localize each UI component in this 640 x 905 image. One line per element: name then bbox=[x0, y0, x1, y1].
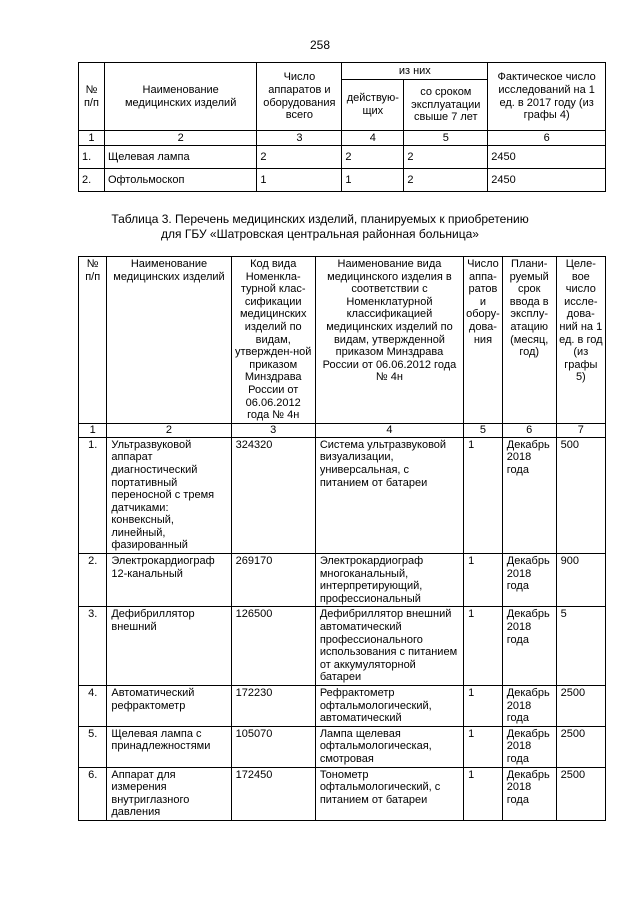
header-cell: Код вида Номенкла-турной клас-сификации медицинских изделий по видам, утвержден-ной приказом Минздрава России от 06.06.2012 года № 4н bbox=[231, 257, 315, 424]
cell: Аппарат для измерения внутриглазного давления bbox=[107, 767, 231, 820]
page-number: 258 bbox=[309, 38, 331, 52]
cell: 2 bbox=[342, 146, 404, 169]
col-number: 6 bbox=[488, 131, 606, 146]
cell: 269170 bbox=[231, 554, 315, 607]
cell: 2450 bbox=[488, 169, 606, 192]
cell: 1 bbox=[342, 169, 404, 192]
col-number: 1 bbox=[79, 423, 107, 437]
cell: 1. bbox=[79, 146, 105, 169]
cell: 1 bbox=[257, 169, 342, 192]
col-number: 4 bbox=[342, 131, 404, 146]
cell: 172230 bbox=[231, 686, 315, 727]
cell: Декабрь 2018 года bbox=[502, 607, 556, 686]
header-active: действую-щих bbox=[342, 80, 404, 131]
col-number: 2 bbox=[104, 131, 256, 146]
header-count-total: Число аппаратов и оборудования всего bbox=[257, 63, 342, 131]
table-row bbox=[79, 437, 606, 553]
cell: Электрокардиограф 12-канальный bbox=[107, 554, 231, 607]
cell: 900 bbox=[556, 554, 605, 607]
cell: Автоматический рефрактометр bbox=[107, 686, 231, 727]
cell: Лампа щелевая офтальмологическая, смотровая bbox=[315, 726, 463, 767]
caption-line: Таблица 3. Перечень медицинских изделий, планируемых к приобретению bbox=[111, 212, 529, 226]
col-number: 7 bbox=[556, 423, 605, 437]
cell: 500 bbox=[556, 437, 605, 553]
column-numbers-row bbox=[79, 131, 606, 146]
cell: 2. bbox=[79, 554, 107, 607]
cell: 1. bbox=[79, 437, 107, 553]
cell: 3. bbox=[79, 607, 107, 686]
equipment-count-table bbox=[78, 62, 606, 192]
col-number: 5 bbox=[464, 423, 503, 437]
cell: 105070 bbox=[231, 726, 315, 767]
cell: Дефибриллятор внешний автоматический профессионального использования с питанием от аккумуляторной батареи bbox=[315, 607, 463, 686]
table-row bbox=[79, 726, 606, 767]
cell: Дефибриллятор внешний bbox=[107, 607, 231, 686]
header-row bbox=[79, 257, 606, 424]
table-row bbox=[79, 607, 606, 686]
cell: 5. bbox=[79, 726, 107, 767]
col-number: 3 bbox=[231, 423, 315, 437]
planned-equipment-table bbox=[78, 256, 606, 821]
cell: 172450 bbox=[231, 767, 315, 820]
header-name: Наименование медицинских изделий bbox=[104, 63, 256, 131]
cell: 1 bbox=[464, 554, 503, 607]
cell: 2500 bbox=[556, 726, 605, 767]
col-number: 3 bbox=[257, 131, 342, 146]
cell: 2 bbox=[404, 169, 488, 192]
cell: 126500 bbox=[231, 607, 315, 686]
table-row bbox=[79, 767, 606, 820]
cell: Декабрь 2018 года bbox=[502, 686, 556, 727]
header-over7: со сроком эксплуатации свыше 7 лет bbox=[404, 80, 488, 131]
header-cell: Целе-вое число иссле-дова-ний на 1 ед. в год (из графы 5) bbox=[556, 257, 605, 424]
cell: Офтольмоскоп bbox=[104, 169, 256, 192]
cell: 2500 bbox=[556, 686, 605, 727]
col-number: 1 bbox=[79, 131, 105, 146]
col-number: 5 bbox=[404, 131, 488, 146]
cell: 1 bbox=[464, 726, 503, 767]
header-cell: Число аппа-ратов и обору-дова-ния bbox=[464, 257, 503, 424]
header-cell: Наименование вида медицинского изделия в соответствии с Номенклатурной классификацией медицинских изделий по видам, утвержденной приказом Минздрава России от 06.06.2012 года № 4н bbox=[315, 257, 463, 424]
table-row bbox=[79, 169, 606, 192]
cell: 6. bbox=[79, 767, 107, 820]
cell: 4. bbox=[79, 686, 107, 727]
cell: Тонометр офтальмологический, с питанием от батареи bbox=[315, 767, 463, 820]
header-of-them: из них bbox=[342, 63, 488, 80]
cell: 1 bbox=[464, 686, 503, 727]
cell: Электрокардиограф многоканальный, интерпретирующий, профессиональный bbox=[315, 554, 463, 607]
caption-line: для ГБУ «Шатровская центральная районная больница» bbox=[161, 227, 479, 241]
cell: 2. bbox=[79, 169, 105, 192]
header-num: № п/п bbox=[79, 63, 105, 131]
table-caption bbox=[0, 212, 640, 242]
header-cell: № п/п bbox=[79, 257, 107, 424]
cell: 2500 bbox=[556, 767, 605, 820]
header-cell: Наименование медицинских изделий bbox=[107, 257, 231, 424]
cell: 1 bbox=[464, 607, 503, 686]
cell: Декабрь 2018 года bbox=[502, 767, 556, 820]
header-fact: Фактическое число исследований на 1 ед. в 2017 году (из графы 4) bbox=[488, 63, 606, 131]
col-number: 4 bbox=[315, 423, 463, 437]
cell: 2 bbox=[257, 146, 342, 169]
col-number: 6 bbox=[502, 423, 556, 437]
cell: 5 bbox=[556, 607, 605, 686]
cell: Декабрь 2018 года bbox=[502, 726, 556, 767]
header-cell: Плани-руемый срок ввода в эксплу-атацию (месяц, год) bbox=[502, 257, 556, 424]
cell: 1 bbox=[464, 437, 503, 553]
column-numbers-row bbox=[79, 423, 606, 437]
table-row bbox=[79, 686, 606, 727]
cell: 2 bbox=[404, 146, 488, 169]
cell: Система ультразвуковой визуализации, универсальная, с питанием от батареи bbox=[315, 437, 463, 553]
col-number: 2 bbox=[107, 423, 231, 437]
cell: Щелевая лампа bbox=[104, 146, 256, 169]
cell: 2450 bbox=[488, 146, 606, 169]
cell: Щелевая лампа с принадлежностями bbox=[107, 726, 231, 767]
cell: Рефрактометр офтальмологический, автоматический bbox=[315, 686, 463, 727]
cell: Декабрь 2018 года bbox=[502, 437, 556, 553]
cell: Декабрь 2018 года bbox=[502, 554, 556, 607]
cell: 324320 bbox=[231, 437, 315, 553]
table-row bbox=[79, 554, 606, 607]
cell: Ультразвуковой аппарат диагностический портативный переносной с тремя датчиками: конвексный, линейный, фазированный bbox=[107, 437, 231, 553]
table-row bbox=[79, 146, 606, 169]
cell: 1 bbox=[464, 767, 503, 820]
